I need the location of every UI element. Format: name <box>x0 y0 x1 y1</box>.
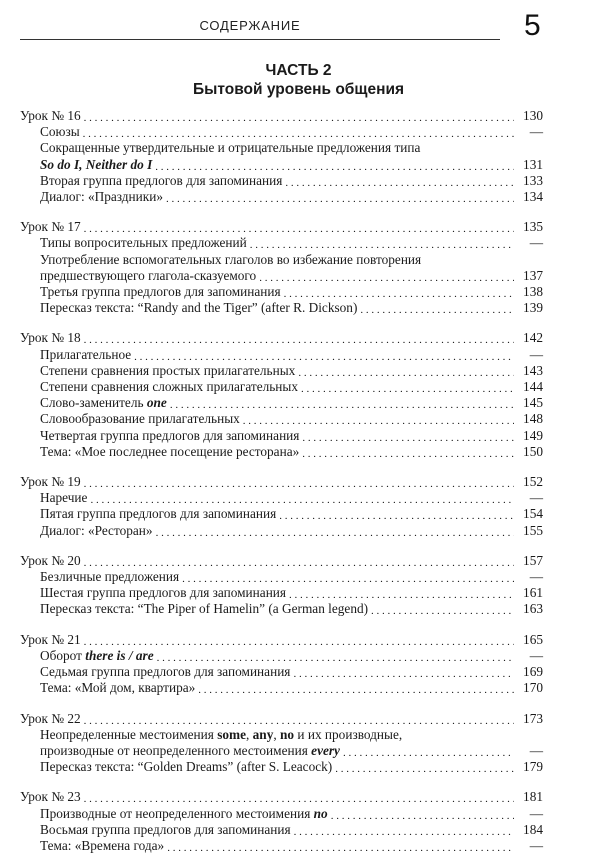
entry-title <box>40 648 154 664</box>
entry-page-number: — <box>529 742 543 758</box>
lesson-block <box>20 219 543 316</box>
leader-dots <box>360 304 514 316</box>
toc-entry <box>20 379 543 395</box>
leader-dots <box>331 810 514 822</box>
entry-title <box>40 300 357 316</box>
entry-title <box>40 268 256 284</box>
leader-dots <box>84 793 514 805</box>
entry-text-part: Пересказ текста: “Golden Dreams” (after S. Leacock) <box>40 759 333 775</box>
toc-entry <box>20 490 543 506</box>
lesson-page-number: 130 <box>523 108 543 123</box>
entry-text-line: Употребление вспомогательных глаголов во избежание повторения <box>40 251 422 267</box>
entry-page-number: 144 <box>523 379 543 395</box>
page-header <box>0 0 597 50</box>
entry-page-number: 169 <box>523 664 543 680</box>
entry-title <box>40 743 340 759</box>
leader-dots <box>289 589 514 601</box>
entry-title <box>40 523 153 539</box>
entry-text-part: Шестая группа предлогов для запоминания <box>40 585 287 601</box>
lesson-block <box>20 711 543 776</box>
toc-entry <box>20 157 543 173</box>
lesson-heading <box>20 108 543 124</box>
term-emphasis: one <box>146 395 167 411</box>
entry-title <box>40 428 299 444</box>
toc-entry <box>20 569 543 585</box>
entry-text-part: Наречие <box>40 490 88 506</box>
lesson-heading <box>20 632 543 648</box>
leader-dots <box>302 432 514 444</box>
entry-page-number: — <box>529 569 543 585</box>
toc-entry <box>20 743 543 759</box>
entry-page-number: — <box>529 837 543 853</box>
toc-entry <box>20 523 543 539</box>
entry-page-number: 145 <box>523 395 543 411</box>
entry-title <box>40 838 164 854</box>
lesson-page-number: 135 <box>523 219 543 235</box>
entry-title <box>40 395 167 411</box>
entry-text-part: Диалог: «Праздники» <box>40 189 163 205</box>
term-emphasis: any <box>252 726 274 742</box>
entry-text-line <box>20 727 543 743</box>
term-emphasis: some <box>217 726 246 742</box>
lesson-title: Урок № 19 <box>20 474 81 490</box>
leader-dots <box>301 383 514 395</box>
entry-text-part: Союзы <box>40 124 80 140</box>
leader-dots <box>170 399 514 411</box>
entry-text-line: Сокращенные утвердительные и отрицательные предложения типа <box>40 140 421 156</box>
lesson-heading <box>20 219 543 235</box>
part-title: ЧАСТЬ 2 <box>265 62 332 79</box>
entry-text-part: Вторая группа предлогов для запоминания <box>40 172 283 188</box>
toc-entry <box>20 268 543 284</box>
leader-dots <box>166 193 514 205</box>
entry-title <box>40 347 131 363</box>
entry-text-part: Оборот <box>40 647 86 663</box>
toc-entry <box>20 444 543 460</box>
leader-dots <box>155 161 514 173</box>
entry-title <box>40 173 282 189</box>
entry-page-number: — <box>529 490 543 506</box>
entry-title <box>40 569 179 585</box>
lesson-page-number: 173 <box>523 710 543 726</box>
entry-title <box>40 806 328 822</box>
page-number: 5 <box>524 9 541 42</box>
lesson-block <box>20 789 543 854</box>
toc-entry <box>20 806 543 822</box>
entry-page-number: 161 <box>523 585 543 601</box>
entry-page-number: 150 <box>523 443 543 459</box>
entry-text-part: предшествующего глагола-сказуемого <box>40 267 257 283</box>
entry-title <box>40 189 163 205</box>
entry-text-part: Диалог: «Ресторан» <box>40 522 153 538</box>
term-emphasis: no <box>313 805 328 821</box>
lesson-heading <box>20 553 543 569</box>
toc-entry <box>20 648 543 664</box>
toc-entry <box>20 173 543 189</box>
leader-dots <box>284 288 514 300</box>
entry-page-number: 163 <box>523 601 543 617</box>
toc-entry <box>20 428 543 444</box>
entry-title <box>40 601 368 617</box>
entry-text-part: Седьмая группа предлогов для запоминания <box>40 664 291 680</box>
toc-entry <box>20 235 543 251</box>
entry-text-part: Словообразование прилагательных <box>40 411 240 427</box>
entry-title <box>40 585 286 601</box>
leader-dots <box>279 510 514 522</box>
entry-text-part: Восьмая группа предлогов для запоминания <box>40 821 291 837</box>
leader-dots <box>156 527 514 539</box>
entry-text-part: Степени сравнения сложных прилагательных <box>40 379 299 395</box>
toc-entry <box>20 664 543 680</box>
leader-dots <box>83 128 514 140</box>
entry-text-part: Прилагательное <box>40 346 132 362</box>
entry-page-number: 133 <box>523 172 543 188</box>
entry-page-number: 149 <box>523 427 543 443</box>
toc-entry <box>20 347 543 363</box>
leader-dots <box>84 478 514 490</box>
entry-text-part: Типы вопросительных предложений <box>40 235 247 251</box>
leader-dots <box>84 715 514 727</box>
entry-title <box>40 506 276 522</box>
toc-entry <box>20 680 543 696</box>
entry-text-part: производные от неопределенного местоимения <box>40 742 312 758</box>
toc-entry <box>20 124 543 140</box>
entry-page-number: 170 <box>523 680 543 696</box>
leader-dots <box>243 415 514 427</box>
toc-entry <box>20 300 543 316</box>
leader-dots <box>182 573 514 585</box>
toc-entry <box>20 585 543 601</box>
leader-dots <box>285 177 514 189</box>
entry-page-number: — <box>529 805 543 821</box>
entry-page-number: — <box>529 647 543 663</box>
leader-dots <box>259 272 514 284</box>
lesson-title: Урок № 17 <box>20 219 81 235</box>
entry-text-part: Безличные предложения <box>40 569 180 585</box>
leader-dots <box>343 747 514 759</box>
toc-entry <box>20 284 543 300</box>
entry-title <box>40 680 195 696</box>
entry-page-number: 134 <box>523 189 543 205</box>
lesson-heading <box>20 789 543 805</box>
leader-dots <box>335 763 514 775</box>
entry-text-part: и их производные, <box>294 726 403 742</box>
entry-text-part: Тема: «Времена года» <box>40 837 165 853</box>
entry-page-number: 155 <box>523 522 543 538</box>
entry-page-number: 179 <box>523 759 543 775</box>
toc-entry <box>20 189 543 205</box>
leader-dots <box>302 448 514 460</box>
lesson-title: Урок № 22 <box>20 710 81 726</box>
leader-dots <box>84 557 514 569</box>
entry-text-part: Тема: «Мое последнее посещение ресторана» <box>40 443 300 459</box>
header-rule <box>20 39 500 40</box>
entry-page-number: — <box>529 124 543 140</box>
entry-page-number: 131 <box>523 156 543 172</box>
lesson-title: Урок № 20 <box>20 552 81 568</box>
leader-dots <box>84 334 514 346</box>
lesson-heading <box>20 474 543 490</box>
entry-title <box>40 157 152 173</box>
entry-title <box>40 379 298 395</box>
entry-text-part: Пятая группа предлогов для запоминания <box>40 506 277 522</box>
entry-text-part: Тема: «Мой дом, квартира» <box>40 680 196 696</box>
entry-text-part: Степени сравнения простых прилагательных <box>40 362 296 378</box>
toc-entry <box>20 363 543 379</box>
entry-page-number: — <box>529 235 543 251</box>
lesson-heading <box>20 711 543 727</box>
entry-text-part: Пересказ текста: “The Piper of Hamelin” (a German legend) <box>40 601 369 617</box>
lesson-page-number: 157 <box>523 552 543 568</box>
leader-dots <box>84 636 514 648</box>
leader-dots <box>293 668 514 680</box>
toc-entry <box>20 395 543 411</box>
entry-title <box>40 490 87 506</box>
entry-text-part: Третья группа предлогов для запоминания <box>40 284 281 300</box>
entry-title <box>40 759 332 775</box>
entry-text-part: , <box>246 726 253 742</box>
lesson-title: Урок № 23 <box>20 789 81 805</box>
term-emphasis: So do I, Neither do I <box>40 156 153 172</box>
entry-title <box>40 124 80 140</box>
lesson-block <box>20 553 543 618</box>
lesson-page-number: 165 <box>523 631 543 647</box>
lesson-title: Урок № 18 <box>20 330 81 346</box>
leader-dots <box>157 652 514 664</box>
term-emphasis: no <box>280 726 295 742</box>
lesson-title: Урок № 16 <box>20 108 81 123</box>
term-emphasis: every <box>311 742 340 758</box>
entry-text-part: Пересказ текста: “Randy and the Tiger” (after R. Dickson) <box>40 300 358 316</box>
entry-page-number: 137 <box>523 267 543 283</box>
lesson-block <box>20 330 543 460</box>
table-of-contents <box>20 108 543 868</box>
entry-title <box>40 363 295 379</box>
part-subtitle: Бытовой уровень общения <box>192 81 405 98</box>
leader-dots <box>90 494 514 506</box>
toc-entry <box>20 822 543 838</box>
toc-entry <box>20 506 543 522</box>
lesson-page-number: 142 <box>523 330 543 346</box>
lesson-page-number: 152 <box>523 474 543 490</box>
entry-page-number: 148 <box>523 411 543 427</box>
toc-entry <box>20 759 543 775</box>
leader-dots <box>167 842 514 854</box>
leader-dots <box>84 112 514 124</box>
running-title: СОДЕРЖАНИЕ <box>199 18 301 33</box>
leader-dots <box>371 605 514 617</box>
entry-page-number: 139 <box>523 300 543 316</box>
entry-title <box>40 411 240 427</box>
entry-text-part: Неопределенные местоимения <box>40 726 218 742</box>
lesson-heading <box>20 330 543 346</box>
lesson-block <box>20 632 543 697</box>
leader-dots <box>298 367 514 379</box>
entry-title <box>40 444 299 460</box>
entry-title <box>40 664 290 680</box>
toc-entry <box>20 411 543 427</box>
leader-dots <box>84 223 514 235</box>
entry-page-number: 143 <box>523 362 543 378</box>
entry-title <box>40 235 247 251</box>
lesson-block <box>20 108 543 205</box>
entry-page-number: 154 <box>523 506 543 522</box>
leader-dots <box>134 351 514 363</box>
leader-dots <box>294 826 514 838</box>
entry-text-part: Слово-заменитель <box>40 395 147 411</box>
leader-dots <box>198 684 514 696</box>
entry-text-part: , <box>273 726 281 742</box>
leader-dots <box>250 239 514 251</box>
entry-page-number: — <box>529 346 543 362</box>
entry-title <box>40 284 281 300</box>
lesson-block <box>20 474 543 539</box>
entry-text-part: Четвертая группа предлогов для запоминания <box>40 427 300 443</box>
term-emphasis: there is / are <box>85 647 154 663</box>
entry-page-number: 184 <box>523 821 543 837</box>
entry-page-number: 138 <box>523 284 543 300</box>
toc-entry <box>20 838 543 854</box>
toc-entry <box>20 601 543 617</box>
entry-title <box>40 822 291 838</box>
lesson-title: Урок № 21 <box>20 631 81 647</box>
entry-text-part: Производные от неопределенного местоимения <box>40 805 314 821</box>
lesson-page-number: 181 <box>523 789 543 805</box>
